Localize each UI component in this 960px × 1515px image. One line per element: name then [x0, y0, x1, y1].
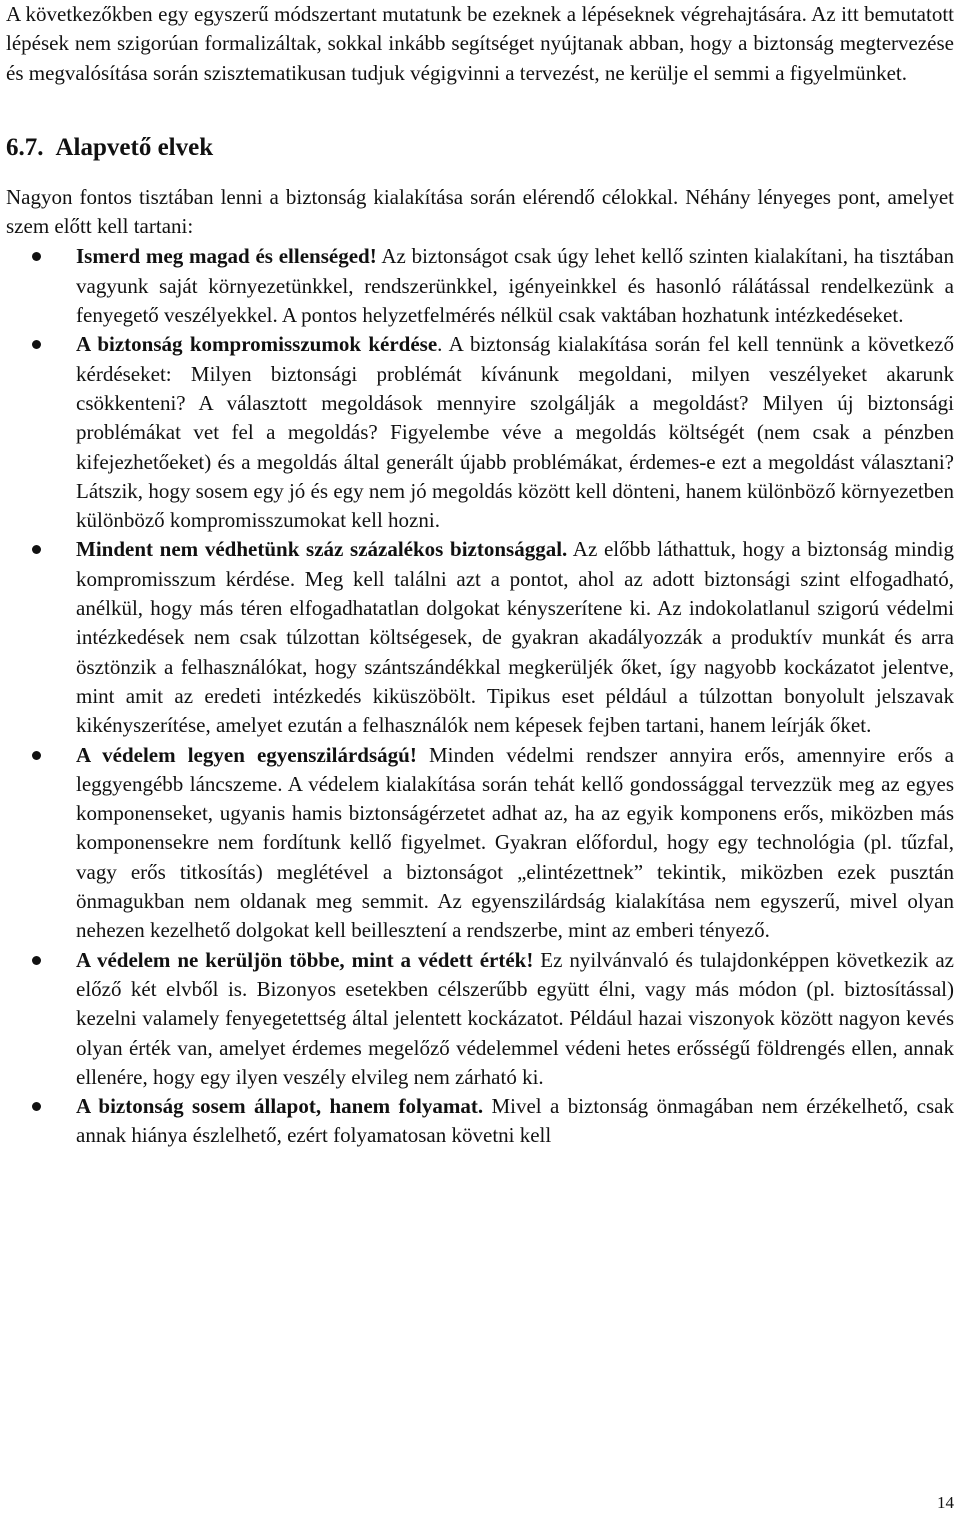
- list-item: [6, 1092, 954, 1151]
- list-item-body: Mivel a biztonság önmagában nem érzékelhető, csak annak hiánya észlelhető, ezért folyamatosan követni kell: [76, 1094, 954, 1148]
- list-item-text: [76, 1092, 954, 1151]
- list-item-title: Mindent nem védhetünk száz százalékos biztonsággal.: [76, 537, 568, 562]
- page-number: 14: [937, 1493, 954, 1512]
- list-item-text: [76, 330, 954, 535]
- bullet-icon: [32, 956, 41, 965]
- list-item-body: Az előbb láthattuk, hogy a biztonság mindig kompromisszum kérdése. Meg kell találni azt a pontot, ahol az adott biztonsági szint elfogadható, anélkül, hogy más téren elfogadhatatlan dolgokat kényszerítene ki. Az indokolatlanul szigorú védelmi intézkedések nem csak túlzottan költségesek, de gyakran akadályozzák a produktív munkát és arra ösztönzik a felhasználókat, hogy szántszándékkal megkerüljék őket, így nagyobb kockázatot jelentve, mint amit az eredeti intézkedés kiküszöbölt. Tipikus eset például a túlzottan bonyolult jelszavak kikényszerítése, amelyet ezután a felhasználók nem képesek fejben tartani, hanem leírják őket.: [76, 537, 954, 738]
- list-item: [6, 330, 954, 535]
- bullet-icon: [32, 545, 41, 554]
- bullet-icon: [32, 340, 41, 349]
- list-item-text: [76, 242, 954, 330]
- section-number: 6.7.: [6, 133, 44, 161]
- list-item-text: [76, 535, 954, 740]
- bullet-icon: [32, 252, 41, 261]
- bullet-icon: [32, 1102, 41, 1111]
- list-item-text: [76, 946, 954, 1092]
- list-item: [6, 242, 954, 330]
- section-heading: [6, 133, 954, 163]
- list-item: [6, 946, 954, 1092]
- list-item-text: [76, 741, 954, 946]
- bullet-icon: [32, 751, 41, 760]
- list-item: [6, 741, 954, 946]
- list-item-title: A biztonság kompromisszumok kérdése: [76, 332, 438, 357]
- list-item-title: Ismerd meg magad és ellenséged!: [76, 244, 377, 269]
- list-item-title: A védelem ne kerüljön többe, mint a védett érték!: [76, 947, 534, 972]
- list-item-body: Minden védelmi rendszer annyira erős, amennyire erős a leggyengébb láncszeme. A védelem kialakítása során tehát kellő gondossággal tervezzük meg az egyes komponenseket, ugyanis hamis biztonságérzetet adhat az, ha az egyik komponens erős, miközben más komponensekre nem fordítunk kellő figyelmet. Gyakran előfordul, hogy egy technológia (pl. tűzfal, vagy erős titkosítás) meglétével a biztonságot „elintézettnek” tekintik, miközben ezek pusztán önmagukban nem oldanak meg semmit. Az egyenszilárdság kialakítása nem egyszerű, mivel olyan nehezen kezelhető dolgokat kell beillesztení a rendszerbe, mint az emberi tényező.: [76, 742, 955, 943]
- lead-paragraph: Nagyon fontos tisztában lenni a biztonság kialakítása során elérendő célokkal. Néhány lényeges pont, amelyet szem előtt kell tartani:: [6, 184, 954, 239]
- list-item-title: A biztonság sosem állapot, hanem folyamat.: [76, 1094, 484, 1119]
- list-item-body: . A biztonság kialakítása során fel kell tennünk a következő kérdéseket: Milyen biztonsági problémát kívánunk megoldani, milyen veszélyeket akarunk csökkenteni? A választott megoldások mennyire szolgálják a megoldást? Milyen új biztonsági problémákat vet fel a megoldás? Figyelembe véve a megoldás költségét (nem csak a pénzben kifejezhetőeket) és a megoldás által generált újabb problémákat, érdemes-e ezt a megoldást választani? Látszik, hogy sosem egy jó és egy nem jó megoldás között kell dönteni, hanem különböző környezetben különböző kompromisszumokat kell hozni.: [76, 332, 955, 533]
- list-item-body: Ez nyilvánvaló és tulajdonképpen következik az előző két elvből is. Bizonyos esetekben célszerűbb együtt élni, vagy más módon (pl. biztosítással) kezelni valamely fenyegetettség által jelentett kockázatot. Például hazai viszonyok között nagyon kevés olyan érték van, amelyet érdemes megelőző védelemmel védeni hetes erősségű földrengés ellen, annak ellenére, hogy egy ilyen veszély elvileg nem zárható ki.: [76, 947, 954, 1089]
- principles-list: [6, 242, 954, 1150]
- intro-paragraph: A következőkben egy egyszerű módszertant mutatunk be ezeknek a lépéseknek végrehajtására. Az itt bemutatott lépések nem szigorúan formalizáltak, sokkal inkább segítséget nyújtanak abban, hogy a biztonság megtervezése és megvalósítása során szisztematikusan tudjuk végigvinni a tervezést, ne kerülje el semmi a figyelmünket.: [6, 2, 954, 85]
- list-item-body: Az biztonságot csak úgy lehet kellő szinten kialakítani, ha tisztában vagyunk saját környezetünkkel, rendszerünkkel, igényeinkkel és hasonló rálátással rendelkezünk a fenyegető veszélyekkel. A pontos helyzetfelmérés nélkül csak vaktában hozhatunk intézkedéseket.: [76, 244, 954, 328]
- list-item: [6, 535, 954, 740]
- section-title: Alapvető elvek: [55, 133, 214, 161]
- list-item-title: A védelem legyen egyenszilárdságú!: [76, 742, 417, 767]
- page-content: [6, 0, 954, 1151]
